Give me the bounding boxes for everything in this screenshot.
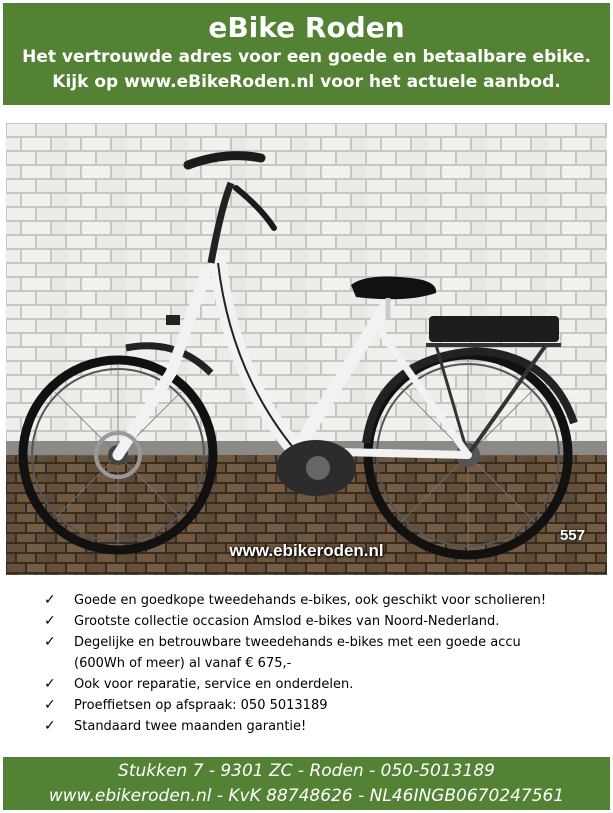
address-line: Stukken 7 - 9301 ZC - Roden - 050-5013189: [118, 761, 495, 781]
list-item: ✓ Standaard twee maanden garantie!: [44, 716, 604, 737]
page-title: eBike Roden: [208, 11, 405, 44]
check-icon: ✓: [44, 613, 56, 629]
check-icon: ✓: [44, 592, 56, 608]
list-item: ✓ Grootste collectie occasion Amslod e-bikes van Noord-Nederland.: [44, 611, 604, 632]
header-banner: [3, 3, 610, 105]
list-item-continuation: (600Wh of meer) al vanaf € 675,-: [74, 656, 292, 671]
footer-banner: [3, 757, 610, 810]
ebike-photo: [6, 123, 607, 575]
check-icon: ✓: [44, 718, 56, 734]
list-item: ✓ Ook voor reparatie, service en onderdelen.: [44, 674, 604, 695]
usp-list: [44, 590, 604, 737]
check-icon: ✓: [44, 697, 56, 713]
bike-illustration: [6, 123, 607, 575]
stock-number: 557: [559, 527, 585, 544]
list-item: ✓ Proeffietsen op afspraak: 050 5013189: [44, 695, 604, 716]
company-info-line: www.ebikeroden.nl - KvK 88748626 - NL46INGB0670247561: [48, 786, 565, 806]
check-icon: ✓: [44, 676, 56, 692]
list-item: ✓ Goede en goedkope tweedehands e-bikes, ook geschikt voor scholieren!: [44, 590, 604, 611]
check-icon: ✓: [44, 634, 56, 650]
website-line: Kijk op www.eBikeRoden.nl voor het actuele aanbod.: [52, 72, 561, 92]
photo-watermark: www.ebikeroden.nl: [229, 541, 384, 560]
tagline: Het vertrouwde adres voor een goede en betaalbare ebike.: [22, 47, 591, 67]
list-item: ✓ Degelijke en betrouwbare tweedehands e-bikes met een goede accu: [44, 632, 604, 653]
